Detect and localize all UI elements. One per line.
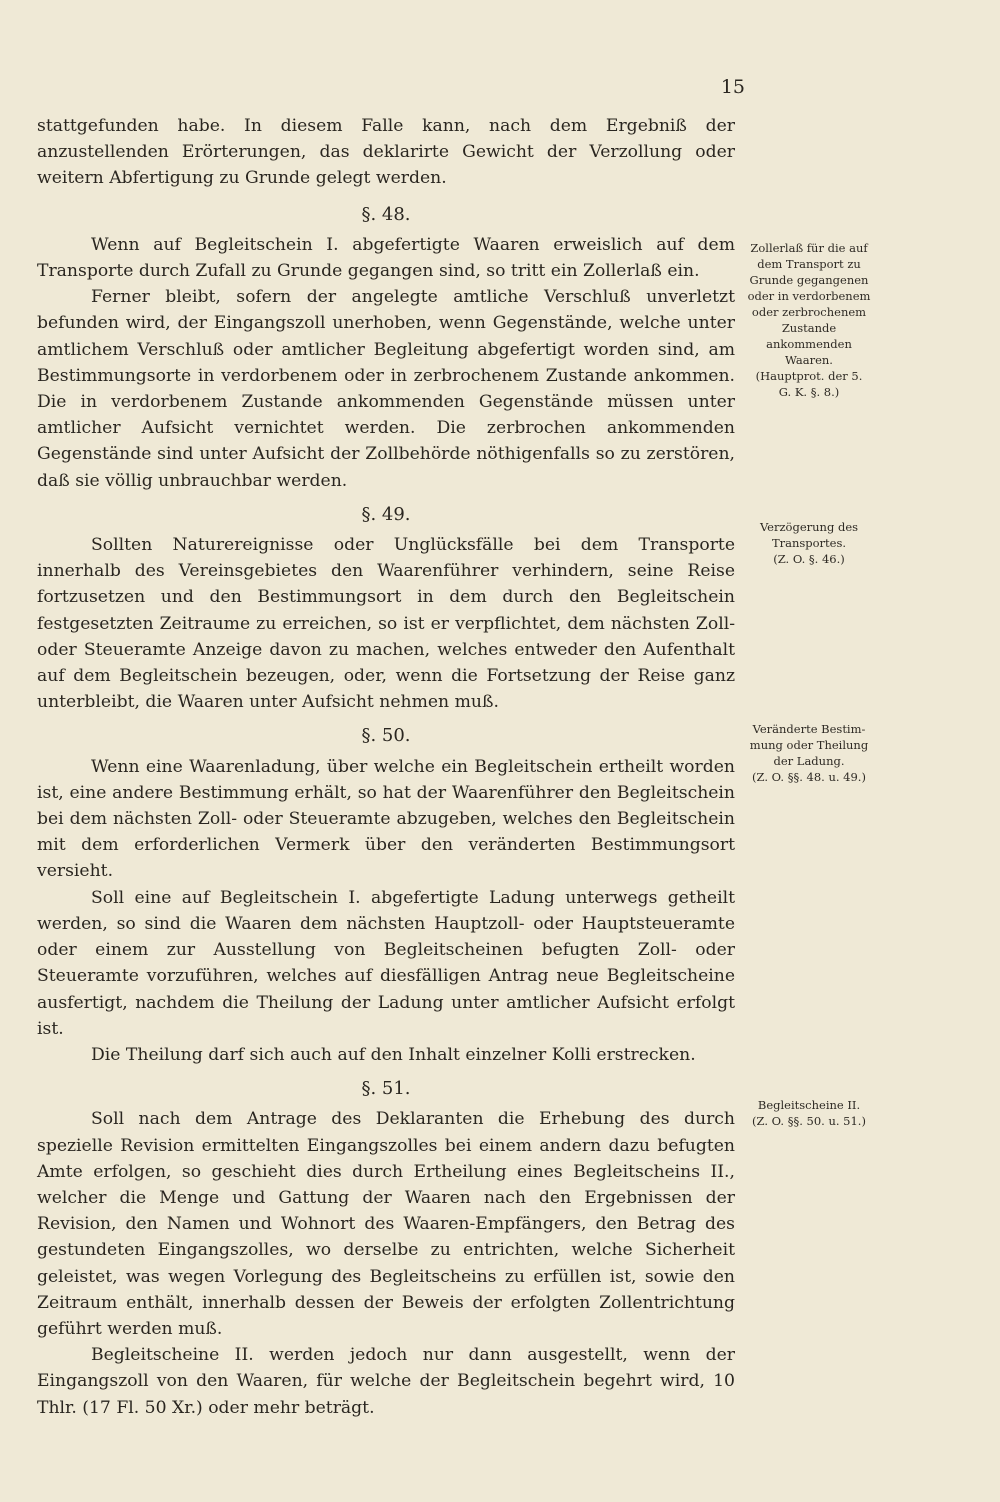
margin-note-line: mung oder Theilung (749, 738, 869, 752)
margin-note-line: Transportes. (771, 536, 847, 550)
margin-note-line: Grunde gegangenen (749, 273, 869, 287)
margin-note-49 (744, 519, 874, 567)
margin-note-line: (Hauptprot. der 5. (755, 369, 863, 383)
paragraph-51-1: Soll nach dem Antrage des Deklaranten die Erhebung des durch spezielle Revision ermittelten Eingangszolles bei einem andern dazu befugten Amte erfolgen, so geschieht dies durch Ertheilung eines Begleitscheins II., welcher die Menge und Gattung der Waaren nach den Ergebnissen der Revision, den Namen und Wohnort des Waaren-Empfängers, den Betrag des gestundeten Eingangszolles, wo derselbe zu entrichten, welche Sicherheit geleistet, was wegen Vorlegung des Begleitscheins zu erfüllen ist, sowie den Zeitraum enthält, innerhalb dessen der Beweis der erfolgten Zollentrichtung geführt werden muß. (37, 1109, 735, 1339)
margin-note-line: oder zerbrochenem (751, 305, 867, 319)
paragraph-48-2: Ferner bleibt, sofern der angelegte amtliche Verschluß unverletzt befunden wird, der Eingangszoll unerhoben, wenn Gegenstände, welche unter amtlichem Verschluß oder amtlicher Begleitung abgefertigt worden sind, am Bestimmungsorte in verdorbenem oder in zerbrochenem Zustande ankommen. Die in verdorbenem Zustande ankommenden Gegenstände müssen unter amtlicher Aufsicht vernichtet werden. Die zerbrochen ankommenden Gegenstände sind unter Aufsicht der Zollbehörde nöthigenfalls so zu zerstören, daß sie völlig unbrauchbar werden. (37, 287, 735, 491)
margin-note-line: Verzögerung des (759, 520, 859, 534)
margin-note-line: (Z. O. §. 46.) (773, 552, 845, 566)
margin-note-line: (Z. O. §§. 50. u. 51.) (752, 1114, 866, 1128)
paragraph-50-2: Soll eine auf Begleitschein I. abgefertigte Ladung unterwegs getheilt werden, so sind die Waaren dem nächsten Hauptzoll- oder Hauptsteueramte oder einem zur Ausstellung von Begleitscheinen befugten Zoll- oder Steueramte vorzuführen, welches auf diesfälligen Antrag neue Begleitscheine ausfertigt, nachdem die Theilung der Ladung unter amtlicher Aufsicht erfolgt ist. (37, 887, 735, 1039)
margin-note-line: Zollerlaß für die auf (750, 241, 868, 255)
margin-note-line: oder in verdorbenem (747, 289, 871, 303)
margin-note-51 (744, 1097, 874, 1129)
margin-note-line: Veränderte Bestim- (752, 722, 866, 736)
section-heading-50: §. 50. (361, 725, 411, 747)
paragraph-48-1: Wenn auf Begleitschein I. abgefertigte Waaren erweislich auf dem Transporte durch Zufall zu Grunde gegangen sind, so tritt ein Zollerlaß ein. (37, 234, 735, 282)
margin-note-line: G. K. §. 8.) (778, 385, 840, 399)
intro-paragraph: stattgefunden habe. In diesem Falle kann, nach dem Ergebniß der anzustellenden Erörterungen, das deklarirte Gewicht der Verzollung oder weitern Abfertigung zu Grunde gelegt werden. (37, 116, 735, 189)
main-text (37, 113, 735, 1421)
section-heading-49: §. 49. (361, 503, 411, 525)
margin-note-line: Begleitscheine II. (757, 1098, 861, 1112)
margin-note-50 (744, 721, 874, 785)
margin-note-line: (Z. O. §§. 48. u. 49.) (752, 770, 866, 784)
paragraph-51-2: Begleitscheine II. werden jedoch nur dann ausgestellt, wenn der Eingangszoll von den Waaren, für welche der Begleitschein begehrt wird, 10 Thlr. (17 Fl. 50 Xr.) oder mehr beträgt. (37, 1345, 735, 1418)
paragraph-50-1: Wenn eine Waarenladung, über welche ein Begleitschein ertheilt worden ist, eine andere Bestimmung erhält, so hat der Waarenführer den Begleitschein bei dem nächsten Zoll- oder Steueramte abzugeben, welches den Begleitschein mit dem erforderlichen Vermerk über den veränderten Bestimmungsort versieht. (37, 756, 735, 882)
section-heading-48: §. 48. (361, 203, 411, 225)
section-heading-51: §. 51. (361, 1078, 411, 1100)
page-number: 15 (720, 76, 745, 98)
margin-note-line: Zustande ankommenden Waaren. (766, 321, 852, 367)
margin-note-line: der Ladung. (773, 754, 845, 768)
paragraph-49-1: Sollten Naturereignisse oder Unglücksfälle bei dem Transporte innerhalb des Vereinsgebietes den Waarenführer verhindern, seine Reise fortzusetzen und den Bestimmungsort in dem durch den Begleitschein festgesetzten Zeitraume zu erreichen, so ist er verpflichtet, dem nächsten Zoll- oder Steueramte Anzeige davon zu machen, welches entweder den Aufenthalt auf dem Begleitschein bezeugen, oder, wenn die Fortsetzung der Reise ganz unterbleibt, die Waaren unter Aufsicht nehmen muß. (37, 535, 735, 713)
paragraph-50-3: Die Theilung darf sich auch auf den Inhalt einzelner Kolli erstrecken. (91, 1044, 696, 1065)
margin-note-line: dem Transport zu (757, 257, 861, 271)
margin-note-48 (744, 240, 874, 400)
